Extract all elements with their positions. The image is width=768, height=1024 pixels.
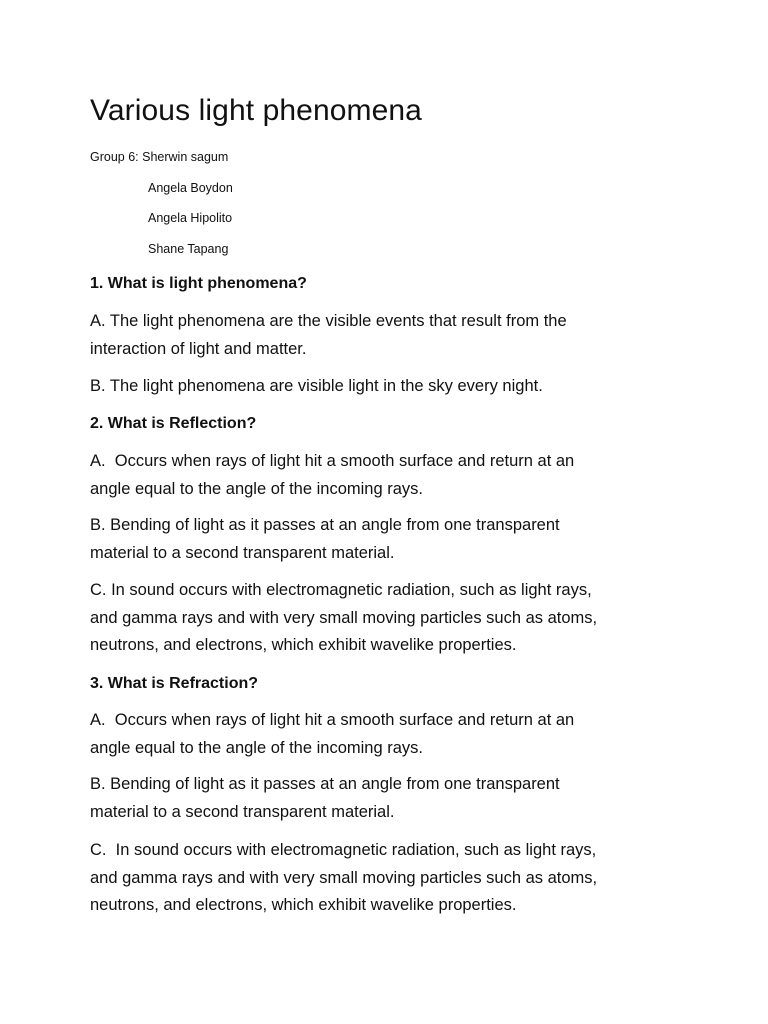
answer-option: B. The light phenomena are visible light in the sky every night.	[90, 377, 543, 395]
question-heading: 2. What is Reflection?	[90, 415, 257, 432]
document-title: Various light phenomena	[90, 94, 422, 127]
answer-option: B. Bending of light as it passes at an angle from one transparent material to a second transparent material.	[90, 516, 560, 562]
answer-option: A. The light phenomena are the visible events that result from the interaction of light and matter.	[90, 312, 567, 358]
question-heading: 3. What is Refraction?	[90, 675, 259, 692]
group-member: Angela Hipolito	[148, 211, 233, 225]
group-member: Sherwin sagum	[142, 150, 229, 164]
answer-option: C. In sound occurs with electromagnetic radiation, such as light rays, and gamma rays and with very small moving particles such as atoms, neutrons, and electrons, which exhibit wavelike properties.	[90, 581, 598, 654]
answer-option: C. In sound occurs with electromagnetic radiation, such as light rays, and gamma rays and with very small moving particles such as atoms, neutrons, and electrons, which exhibit wavelike properties.	[90, 841, 598, 914]
question-heading: 1. What is light phenomena?	[90, 275, 307, 292]
group-member: Angela Boydon	[148, 181, 233, 195]
answer-option: A. Occurs when rays of light hit a smooth surface and return at an angle equal to the angle of the incoming rays.	[90, 452, 575, 498]
group-member: Shane Tapang	[148, 242, 229, 256]
answer-option: A. Occurs when rays of light hit a smooth surface and return at an angle equal to the angle of the incoming rays.	[90, 711, 575, 757]
group-label-line	[90, 150, 228, 164]
group-label: Group 6:	[90, 150, 139, 164]
answer-option: B. Bending of light as it passes at an angle from one transparent material to a second transparent material.	[90, 775, 560, 821]
